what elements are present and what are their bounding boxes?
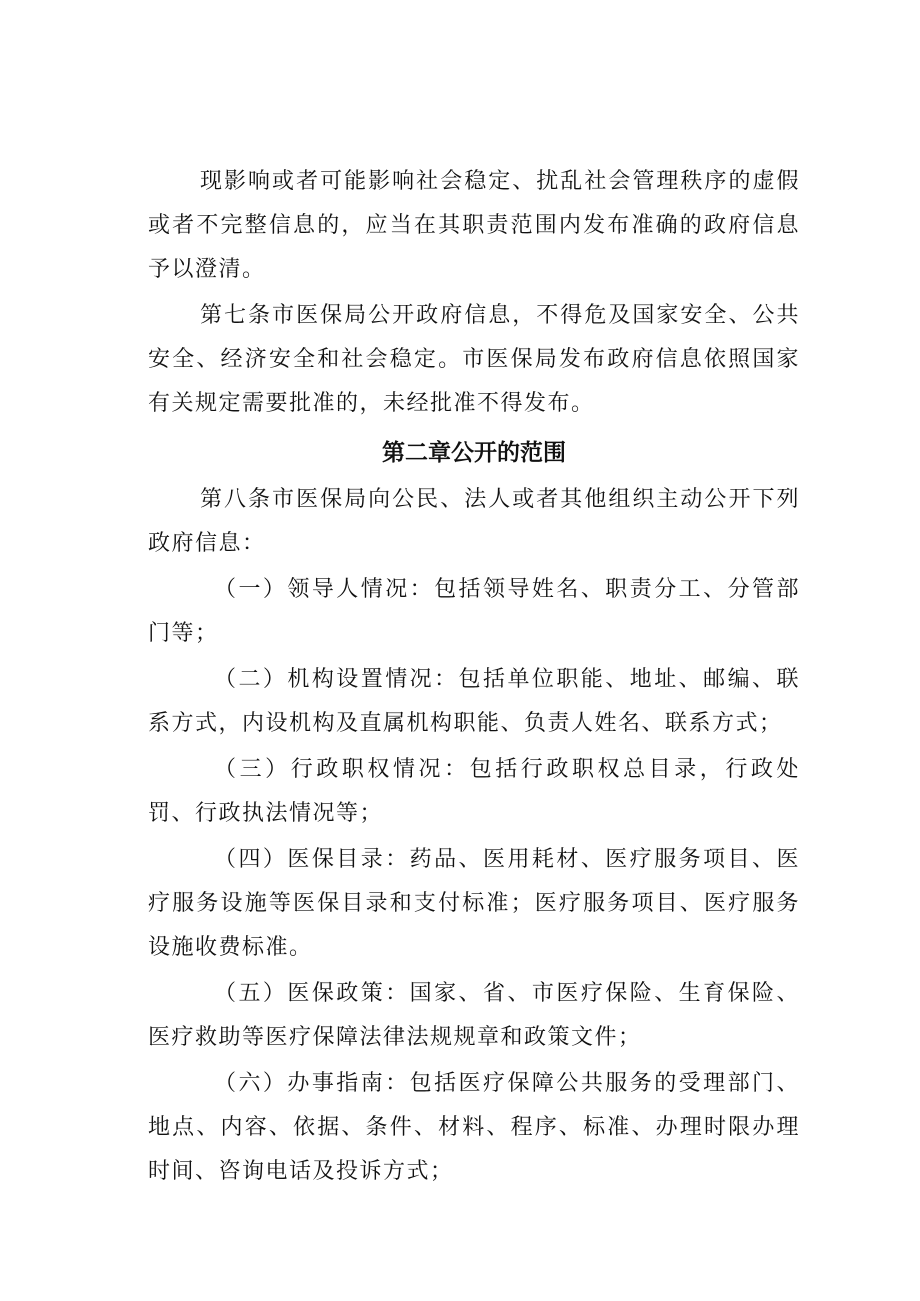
chapter-heading: 第二章公开的范围 (382, 440, 566, 466)
list-item-insurance-policy: （五）医保政策：国家、省、市医疗保险、生育保险、医疗救助等医疗保障法律法规规章和政策文件； (148, 981, 800, 1050)
list-item-service-guide: （六）办事指南：包括医疗保障公共服务的受理部门、地点、内容、依据、条件、材料、程序、标准、办理时限办理时间、咨询电话及投诉方式； (148, 1071, 800, 1184)
paragraph-article-8: 第八条市医保局向公民、法人或者其他组织主动公开下列政府信息： (148, 487, 800, 556)
list-item-admin-powers: （三）行政职权情况：包括行政职权总目录，行政处罚、行政执法情况等； (148, 757, 800, 826)
document-page (148, 160, 800, 1196)
list-item-leaders: （一）领导人情况：包括领导姓名、职责分工、分管部门等； (148, 577, 800, 646)
list-item-insurance-catalog: （四）医保目录：药品、医用耗材、医疗服务项目、医疗服务设施等医保目录和支付标准；医疗服务项目、医疗服务设施收费标准。 (148, 847, 800, 960)
paragraph-continuation: 现影响或者可能影响社会稳定、扰乱社会管理秩序的虚假或者不完整信息的，应当在其职责范围内发布准确的政府信息予以澄清。 (148, 169, 800, 282)
paragraph-article-7: 第七条市医保局公开政府信息，不得危及国家安全、公共安全、经济安全和社会稳定。市医保局发布政府信息依照国家有关规定需要批准的，未经批准不得发布。 (148, 303, 800, 416)
list-item-organization: （二）机构设置情况：包括单位职能、地址、邮编、联系方式，内设机构及直属机构职能、负责人姓名、联系方式； (148, 667, 800, 736)
